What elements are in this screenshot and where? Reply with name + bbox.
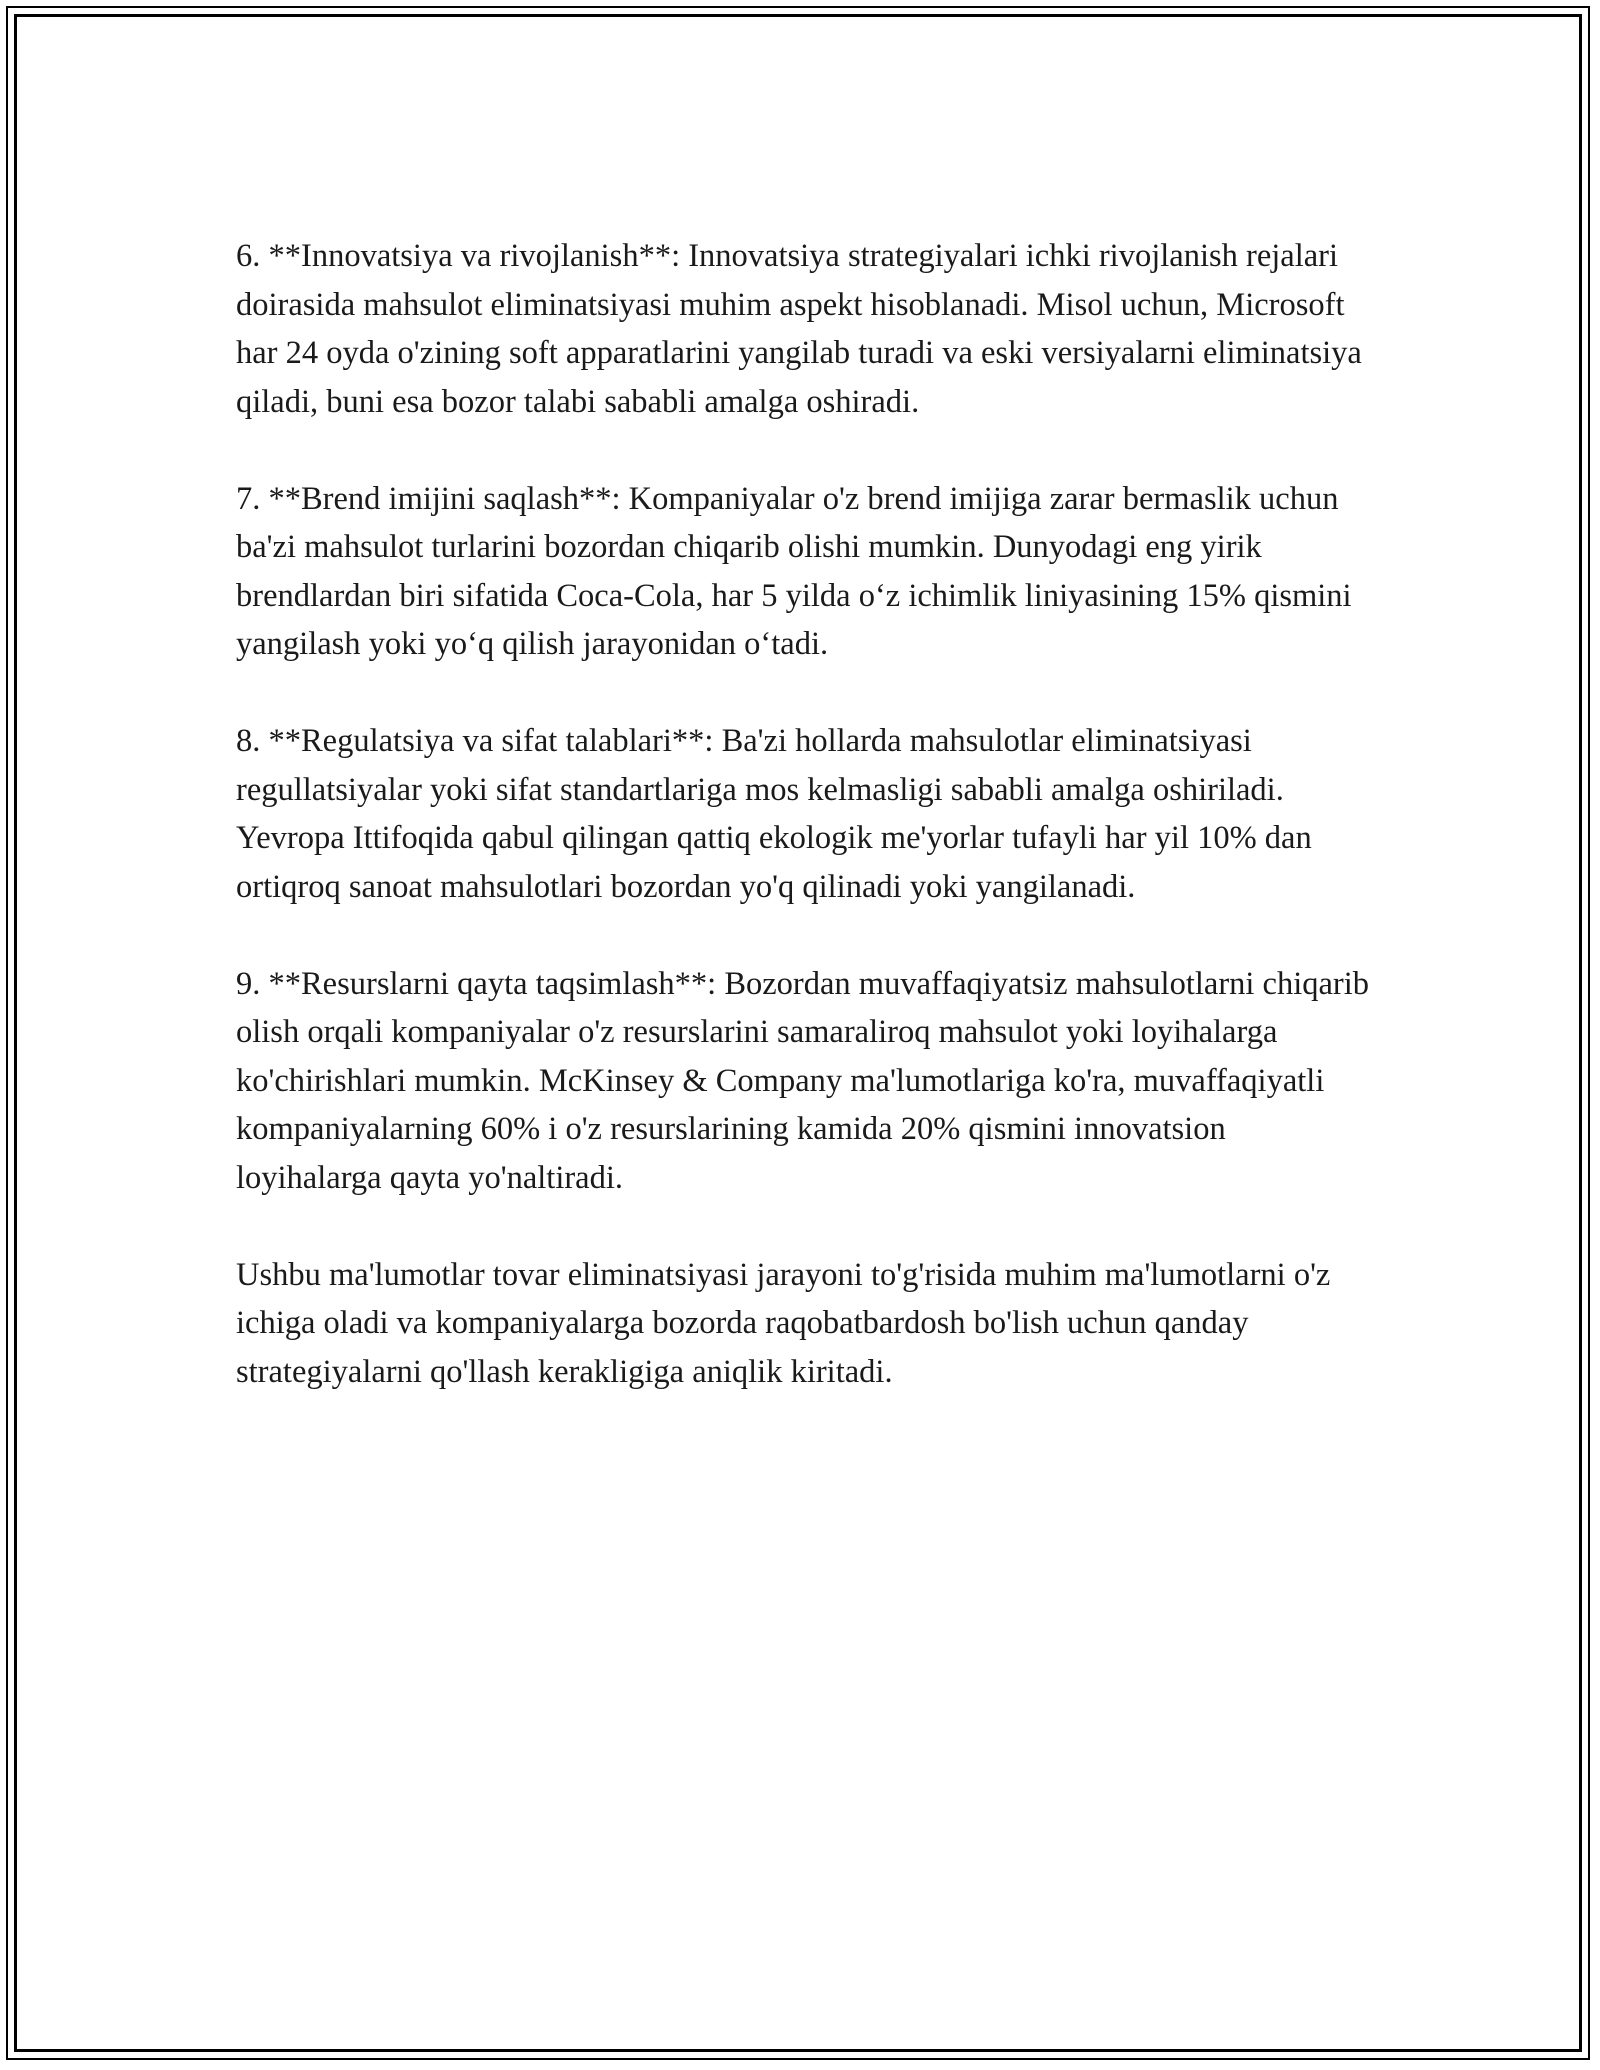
paragraph-regulation: 8. **Regulatsiya va sifat talablari**: Ba'zi hollarda mahsulotlar eliminatsiyasi regullatsiyalar yoki sifat standartlariga mos kelmasligi sababli amalga oshiriladi. Yevropa Ittifoqida qabul qilingan qattiq ekologik me'yorlar tufayli har yil 10% dan ortiqroq sanoat mahsulotlari bozordan yo'q qilinadi yoki yangilanadi.: [236, 723, 1312, 905]
document-body: [236, 232, 1376, 1445]
paragraph-conclusion: Ushbu ma'lumotlar tovar eliminatsiyasi jarayoni to'g'risida muhim ma'lumotlarni o'z ichiga oladi va kompaniyalarga bozorda raqobatbardosh bo'lish uchun qanday strategiyalarni qo'llash kerakligiga aniqlik kiritadi.: [236, 1256, 1331, 1390]
paragraph-brand-image: 7. **Brend imijini saqlash**: Kompaniyalar o'z brend imijiga zarar bermaslik uchun ba'zi mahsulot turlarini bozordan chiqarib olishi mumkin. Dunyodagi eng yirik brendlardan biri sifatida Coca-Cola, har 5 yilda o‘z ichimlik liniyasining 15% qismini yangilash yoki yo‘q qilish jarayonidan o‘tadi.: [236, 480, 1352, 662]
paragraph-resources: 9. **Resurslarni qayta taqsimlash**: Bozordan muvaffaqiyatsiz mahsulotlarni chiqarib olish orqali kompaniyalar o'z resurslarini samaraliroq mahsulot yoki loyihalarga ko'chirishlari mumkin. McKinsey & Company ma'lumotlariga ko'ra, muvaffaqiyatli kompaniyalarning 60% i o'z resurslarining kamida 20% qismini innovatsion loyihalarga qayta yo'naltiradi.: [236, 965, 1370, 1196]
paragraph-innovation: 6. **Innovatsiya va rivojlanish**: Innovatsiya strategiyalari ichki rivojlanish rejalari doirasida mahsulot eliminatsiyasi muhim aspekt hisoblanadi. Misol uchun, Microsoft har 24 oyda o'zining soft apparatlarini yangilab turadi va eski versiyalarni eliminatsiya qiladi, buni esa bozor talabi sababli amalga oshiradi.: [236, 238, 1362, 420]
